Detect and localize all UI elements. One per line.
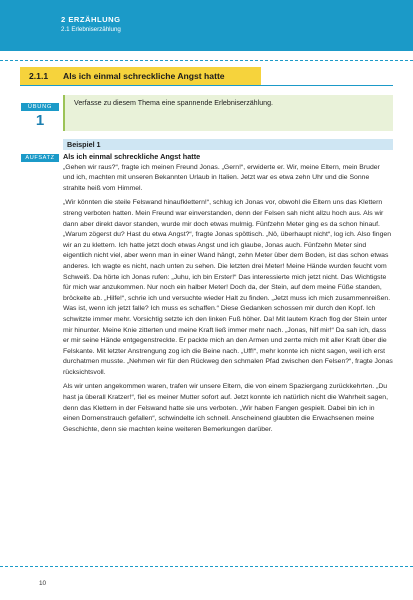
- essay-body: [63, 152, 393, 439]
- header-dashed-rule: [0, 60, 413, 61]
- section-number: 2.1.1: [29, 71, 49, 81]
- essay-tag: AUFSATZ: [21, 154, 59, 162]
- chapter-title: 2 ERZÄHLUNG: [61, 15, 121, 24]
- header-gap: [0, 51, 413, 60]
- example-header-bar: [63, 139, 393, 150]
- page-number: 10: [39, 580, 47, 587]
- subchapter-title: 2.1 Erlebniserzählung: [61, 26, 121, 33]
- essay-paragraph: „Gehen wir raus?“, fragte ich meinen Freund Jonas. „Gern!“, erwiderte er. Wir, meine Eltern, mein Bruder und ich, machten mit unseren Bekannten Urlaub in Italien. Jetzt war es etwa zehn Uhr und die Sonne strahlte heiß vom Himmel.: [63, 163, 380, 192]
- footer-dashed-rule: [0, 566, 413, 567]
- section-title: Als ich einmal schreckliche Angst hatte: [63, 71, 225, 81]
- essay-paragraph: Als wir unten angekommen waren, trafen wir unsere Eltern, die von einem Spaziergang zurückkehrten. „Du hast ja überall Kratzer!“, fiel es meiner Mutter sofort auf. Jetzt konnte ich natürlich nicht die Wahrheit sagen, denn das Klettern in der Felswand hatte sie uns verboten. „Wir haben Fangen gespielt. Dabei bin ich in einen Dornenstrauch gefallen“, schwindelte ich schnell. Anscheinend glaubten die Erwachsenen meine Geschichte, denn sie machten keine weiteren Bemerkungen darüber.: [63, 383, 388, 433]
- essay-title: Als ich einmal schreckliche Angst hatte: [63, 152, 201, 161]
- essay-paragraph: „Wir könnten die steile Felswand hinaufklettern!“, schlug ich Jonas vor, obwohl die Eltern uns das Klettern streng verboten hatten. Mein Freund war einverstanden, denn der Felsen sah nicht allzu hoch aus. Als wir dann aber direkt davor standen, wurde mir doch etwas mulmig. Fünfzehn Meter ging es da schon hinauf. „Warum zögerst du? Hast du etwa Angst?“, fragte Jonas spöttisch. „Nö, überhaupt nicht“, log ich. Also fingen wir an zu klettern. Ich hatte jetzt doch etwas Angst und ich glaube, Jonas auch. Fünfzehn Meter sind eigentlich nicht viel, aber wenn man in einer Wand hängt, zehn Meter über dem Boden, ist das schon etwas anderes. Ich wagte es nicht, nach unten zu sehen. Die letzten drei Meter! Meine Hände wurden feucht vom Schweiß. Da hörte ich Jonas rufen: „Juhu, ich bin Erster!“ Das interessierte mich jetzt nicht. Das Wichtigste für mich war anzukommen. Nur noch ein halber Meter! Doch da, der Stein, auf dem meine Füße standen, bröckelte ab. „Hilfe!“, schrie ich und versuchte wieder Halt zu finden. „Jetzt muss ich mich zusammenreißen. Was ist, wenn ich jetzt falle? Ich muss es schaffen.“ Diese Gedanken schossen mir durch den Kopf. Ich schwitzte immer mehr. Vorsichtig setzte ich den linken Fuß höher. Da! Mit lautem Krach flog der Stein unter mir hinunter. Meine Knie zitterten und meine Kraft ließ immer mehr nach. „Jonas, hilf mir!“ Da sah ich, dass er mir seine Hände entgegenstreckte. Er packte mich an den Armen und zerrte mich mit aller Kraft über die Felskante. Mit letzter Anstrengung zog ich die Beine nach. „Uff!“, mehr konnte ich nicht sagen, weil ich erst durchatmen musste. „Nehmen wir für den Rückweg den schmalen Pfad zwischen den Felsen?“, fragte Jonas rücksichtsvoll.: [63, 199, 393, 376]
- example-label: Beispiel 1: [67, 140, 101, 149]
- exercise-tag: ÜBUNG: [21, 103, 59, 111]
- exercise-instruction: Verfasse zu diesem Thema eine spannende Erlebniserzählung.: [74, 99, 274, 107]
- section-rule: [20, 85, 393, 86]
- exercise-number: 1: [35, 112, 45, 129]
